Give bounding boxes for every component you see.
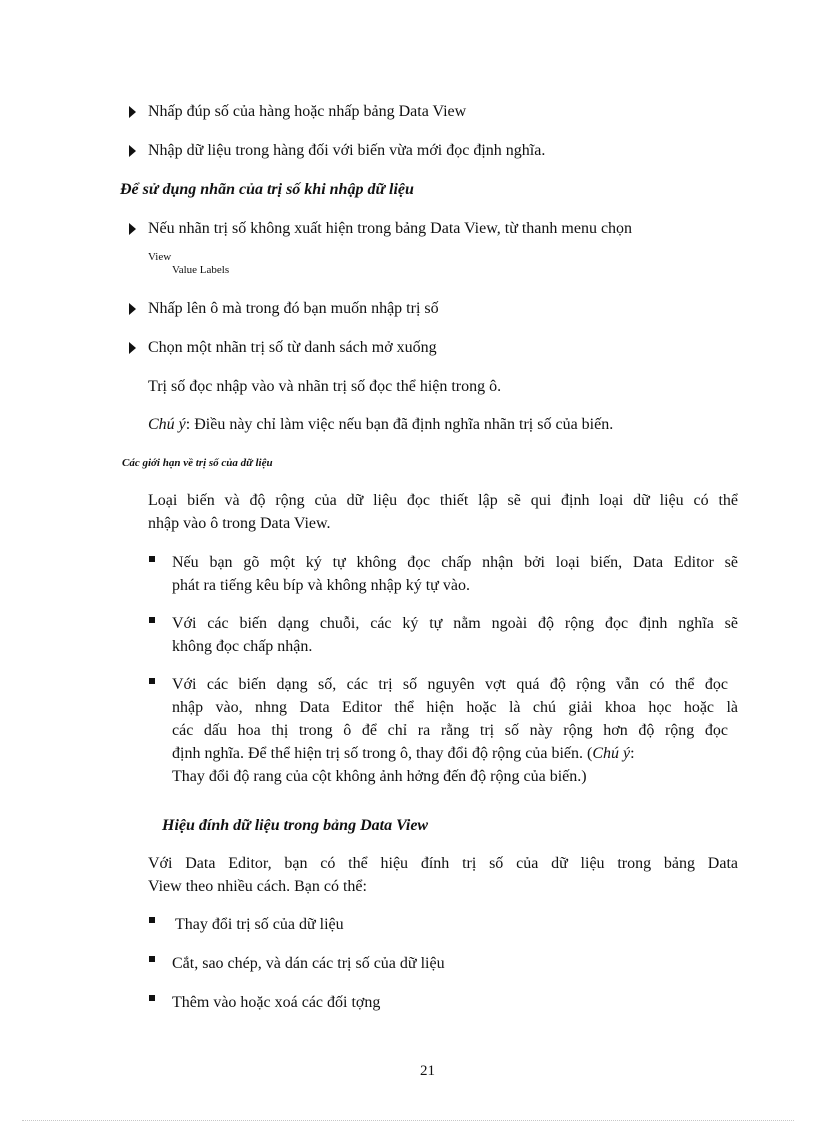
- section-heading: Để sử dụng nhãn của trị số khi nhập dữ liệu: [120, 181, 414, 198]
- list-item-line: các dấu hoa thị trong ô để chỉ ra rằng trị số này rộng hơn độ rộng đọc: [172, 722, 728, 739]
- list-item: Nhập dữ liệu trong hàng đối với biến vừa mới đọc định nghĩa.: [148, 142, 546, 159]
- page-bottom-border: [22, 1120, 794, 1121]
- arrow-bullet-icon: [129, 303, 136, 315]
- list-item-line: Với các biến dạng chuỗi, các ký tự nằm ngoài độ rộng đọc định nghĩa sẽ: [172, 615, 738, 632]
- note-text: : Điều này chỉ làm việc nếu bạn đã định nghĩa nhãn trị số của biến.: [185, 416, 614, 433]
- result-text: Trị số đọc nhập vào và nhãn trị số đọc thể hiện trong ô.: [148, 378, 502, 395]
- paragraph-line: Với Data Editor, bạn có thể hiệu đính trị số của dữ liệu trong bảng Data: [148, 855, 738, 872]
- menu-item-label: Value Labels: [172, 264, 230, 276]
- square-bullet-icon: [149, 917, 155, 923]
- arrow-bullet-icon: [129, 145, 136, 157]
- arrow-bullet-icon: [129, 223, 136, 235]
- list-item-line: phát ra tiếng kêu bíp và không nhập ký tự vào.: [172, 577, 470, 594]
- list-item-line: Với các biến dạng số, các trị số nguyên vợt quá độ rộng vẫn có thể đọc: [172, 676, 728, 693]
- list-item: Nếu nhãn trị số không xuất hiện trong bảng Data View, từ thanh menu chọn: [148, 220, 633, 237]
- square-bullet-icon: [149, 956, 155, 962]
- section-heading: Các giới hạn về trị số của dữ liệu: [122, 457, 273, 469]
- note-label: Chú ý: [592, 745, 631, 762]
- list-item-line: nhập vào, nhng Data Editor thể hiện hoặc là chú giải khoa học hoặc là: [172, 699, 738, 716]
- list-item-line: [172, 743, 738, 765]
- page-number: 21: [420, 1063, 435, 1079]
- square-bullet-icon: [149, 617, 155, 623]
- square-bullet-icon: [149, 556, 155, 562]
- list-item: Nhấp lên ô mà trong đó bạn muốn nhập trị số: [148, 300, 439, 317]
- note-label: Chú ý: [148, 416, 186, 433]
- list-item: Thay đổi trị số của dữ liệu: [175, 916, 344, 933]
- arrow-bullet-icon: [129, 342, 136, 354]
- list-item-line: không đọc chấp nhận.: [172, 638, 313, 655]
- list-item: Thêm vào hoặc xoá các đối tợng: [172, 994, 381, 1011]
- paragraph-line: Loại biến và độ rộng của dữ liệu đọc thiết lập sẽ qui định loại dữ liệu có thể: [148, 492, 738, 509]
- square-bullet-icon: [149, 995, 155, 1001]
- note-suffix: :: [630, 745, 635, 762]
- square-bullet-icon: [149, 678, 155, 684]
- section-heading: Hiệu đính dữ liệu trong bảng Data View: [162, 817, 429, 834]
- arrow-bullet-icon: [129, 106, 136, 118]
- list-item: Nhấp đúp số của hàng hoặc nhấp bảng Data View: [148, 103, 467, 120]
- list-item: Chọn một nhãn trị số từ danh sách mở xuống: [148, 339, 437, 356]
- list-item-line: Thay đổi độ rang của cột không ảnh hởng đến độ rộng của biến.): [172, 768, 587, 785]
- note: [148, 414, 613, 436]
- paragraph-line: View theo nhiều cách. Bạn có thể:: [148, 878, 367, 895]
- list-item-line: Nếu bạn gõ một ký tự không đọc chấp nhận bởi loại biến, Data Editor sẽ: [172, 554, 738, 571]
- menu-name: View: [148, 251, 172, 263]
- list-item-text: định nghĩa. Để thể hiện trị số trong ô, thay đổi độ rộng của biến. (: [172, 745, 593, 762]
- list-item: Cắt, sao chép, và dán các trị số của dữ liệu: [172, 955, 445, 972]
- paragraph-line: nhập vào ô trong Data View.: [148, 515, 331, 532]
